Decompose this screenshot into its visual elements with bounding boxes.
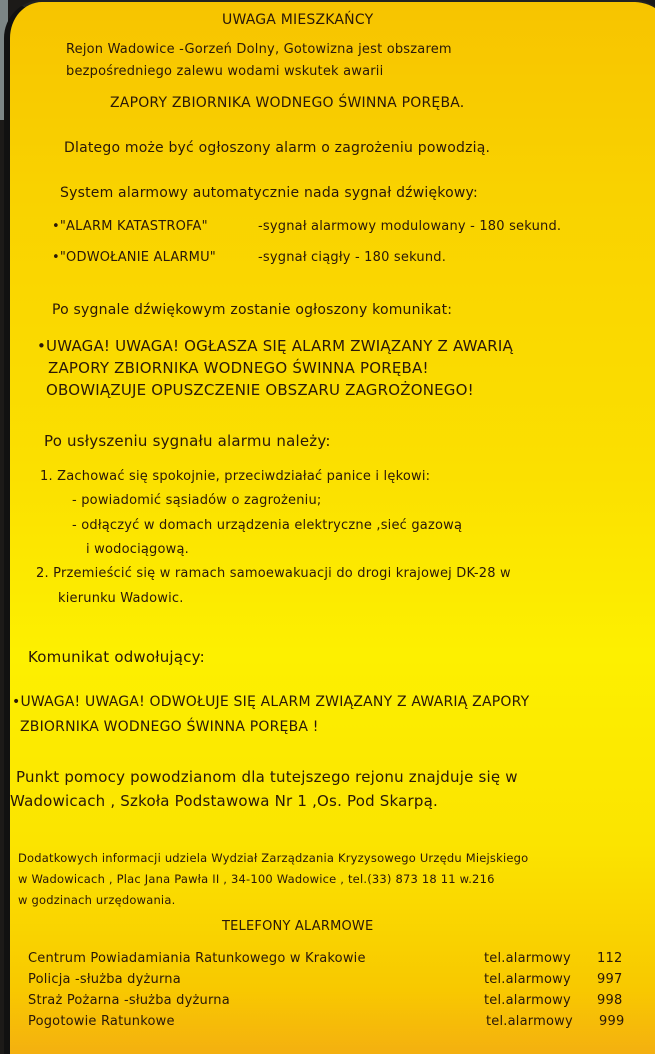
info-line-2: w Wadowicach , Plac Jana Pawła II , 34-100 Wadowice , tel.(33) 873 18 11 w.216 (18, 872, 495, 886)
instructions-heading: Po usłyszeniu sygnału alarmu należy: (44, 432, 331, 450)
info-line-3: w godzinach urzędowania. (18, 893, 176, 907)
phone-service-name: Policja -służba dyżurna (28, 972, 181, 987)
phone-service-name: Pogotowie Ratunkowe (28, 1014, 175, 1029)
phone-number: 998 (597, 993, 623, 1008)
phone-number: 999 (599, 1014, 625, 1029)
phone-label: tel.alarmowy (484, 972, 571, 987)
signal-name: •"ODWOŁANIE ALARMU" (52, 250, 216, 265)
signal-name-text: "ODWOŁANIE ALARMU" (59, 250, 216, 265)
info-line-1: Dodatkowych informacji udziela Wydział Zarządzania Kryzysowego Urzędu Miejskiego (18, 851, 529, 865)
sign-title: UWAGA MIESZKAŃCY (222, 12, 374, 28)
announcement-heading: Po sygnale dźwiękowym zostanie ogłoszony komunikat: (52, 302, 453, 318)
phones-heading: TELEFONY ALARMOWE (222, 919, 374, 934)
instruction-line: - odłączyć w domach urządzenia elektryczne ,sieć gazową (72, 518, 463, 533)
aid-point-line-2: Wadowicach , Szkoła Podstawowa Nr 1 ,Os. Pod Skarpą. (10, 792, 438, 810)
instruction-line: 2. Przemieścić się w ramach samoewakuacji do drogi krajowej DK-28 w (36, 566, 511, 581)
instruction-line: - powiadomić sąsiadów o zagrożeniu; (72, 493, 322, 508)
cancel-line-2: ZBIORNIKA WODNEGO ŚWINNA PORĘBA ! (20, 719, 319, 735)
intro-line-2: bezpośredniego zalewu wodami wskutek awarii (66, 64, 384, 79)
instruction-line: 1. Zachować się spokojnie, przeciwdziałać panice i lękowi: (40, 469, 431, 484)
phone-number: 997 (597, 972, 623, 987)
phone-service-name: Straż Pożarna -służba dyżurna (28, 993, 230, 1008)
phone-number: 112 (597, 951, 623, 966)
flood-warning: Dlatego może być ogłoszony alarm o zagrożeniu powodzią. (64, 140, 491, 156)
announcement-line-3: OBOWIĄZUJE OPUSZCZENIE OBSZARU ZAGROŻONEGO! (46, 381, 474, 399)
announcement-line-1: •UWAGA! UWAGA! OGŁASZA SIĘ ALARM ZWIĄZANY Z AWARIĄ (37, 337, 513, 355)
signal-desc: -sygnał alarmowy modulowany - 180 sekund. (258, 219, 562, 234)
system-heading: System alarmowy automatycznie nada sygnał dźwiękowy: (60, 185, 478, 201)
phone-label: tel.alarmowy (484, 951, 571, 966)
phone-label: tel.alarmowy (484, 993, 571, 1008)
instruction-line: i wodociągową. (86, 542, 189, 557)
announcement-line-2: ZAPORY ZBIORNIKA WODNEGO ŚWINNA PORĘBA! (48, 359, 429, 377)
signal-desc: -sygnał ciągły - 180 sekund. (258, 250, 447, 265)
instruction-line: kierunku Wadowic. (58, 591, 184, 606)
dam-name: ZAPORY ZBIORNIKA WODNEGO ŚWINNA PORĘBA. (110, 95, 465, 111)
cancel-heading: Komunikat odwołujący: (28, 648, 205, 666)
signal-name: •"ALARM KATASTROFA" (52, 219, 208, 234)
phone-label: tel.alarmowy (486, 1014, 573, 1029)
phone-service-name: Centrum Powiadamiania Ratunkowego w Krakowie (28, 951, 366, 966)
aid-point-line-1: Punkt pomocy powodzianom dla tutejszego rejonu znajduje się w (16, 768, 518, 786)
signal-name-text: "ALARM KATASTROFA" (59, 219, 208, 234)
intro-line-1: Rejon Wadowice -Gorzeń Dolny, Gotowizna jest obszarem (66, 42, 452, 57)
cancel-line-1: •UWAGA! UWAGA! ODWOŁUJE SIĘ ALARM ZWIĄZANY Z AWARIĄ ZAPORY (12, 694, 530, 710)
